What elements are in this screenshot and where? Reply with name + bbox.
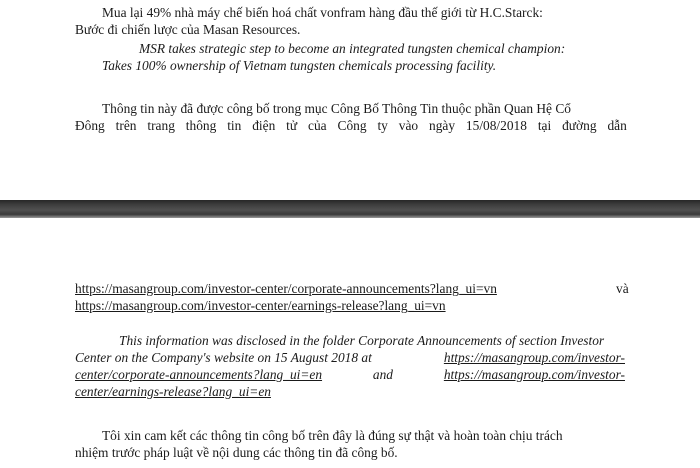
commitment-line-2: nhiệm trước pháp luật về nội dung các thông tin đã công bố. (75, 445, 398, 460)
link-earnings-release-en[interactable]: center/earnings-release?lang_ui=en (75, 384, 271, 399)
word: vào (398, 118, 419, 133)
conjunction-va: và (616, 281, 629, 296)
word: dẫn (607, 118, 627, 133)
word: Đông (75, 118, 105, 133)
link-investor-center-en-part2[interactable]: https://masangroup.com/investor- (443, 367, 625, 382)
vn-headline-line-1: Mua lại 49% nhà máy chế biến hoá chất vonfram hàng đầu thế giới từ H.C.Starck: (102, 5, 543, 20)
document-page-top (0, 0, 700, 200)
word: tin (227, 118, 242, 133)
word: tại (537, 118, 552, 133)
word: thông (185, 118, 217, 133)
en-disclosure-line-2 (75, 350, 625, 366)
vn-disclosure-line-2 (75, 118, 627, 134)
en-headline-line-2: Takes 100% ownership of Vietnam tungsten chemicals processing facility. (102, 58, 497, 73)
word: trang (147, 118, 175, 133)
en-disclosure-text: Center on the Company's website on 15 August 2018 at (75, 350, 372, 365)
word: của (308, 118, 327, 133)
en-disclosure-line-3 (75, 367, 625, 383)
word: trên (115, 118, 137, 133)
word: Công (337, 118, 367, 133)
link-corporate-announcements-vn[interactable]: https://masangroup.com/investor-center/corporate-announcements?lang_ui=vn (75, 281, 497, 296)
word: 15/08/2018 (465, 118, 527, 133)
word: ngày (429, 118, 456, 133)
en-disclosure-line-1: This information was disclosed in the folder Corporate Announcements of section Investor (119, 333, 605, 348)
commitment-line-1: Tôi xin cam kết các thông tin công bố trên đây là đúng sự thật và hoàn toàn chịu trách (102, 428, 563, 443)
word: điện (252, 118, 276, 133)
page-break-divider (0, 200, 700, 218)
link-earnings-release-vn[interactable]: https://masangroup.com/investor-center/earnings-release?lang_ui=vn (75, 298, 446, 313)
word: đường (562, 118, 597, 133)
word: tử (286, 118, 298, 133)
vn-disclosure-line-1: Thông tin này đã được công bố trong mục Công Bố Thông Tin thuộc phần Quan Hệ Cổ (102, 101, 571, 116)
document-page-bottom (0, 218, 700, 468)
en-headline-line-1: MSR takes strategic step to become an integrated tungsten chemical champion: (139, 41, 566, 56)
word: ty (377, 118, 388, 133)
conjunction-and: and (372, 367, 393, 382)
vn-headline-line-2: Bước đi chiến lược của Masan Resources. (75, 22, 301, 37)
link-corporate-announcements-en[interactable]: center/corporate-announcements?lang_ui=en (75, 367, 323, 382)
link-investor-center-en-part1[interactable]: https://masangroup.com/investor- (443, 350, 625, 365)
